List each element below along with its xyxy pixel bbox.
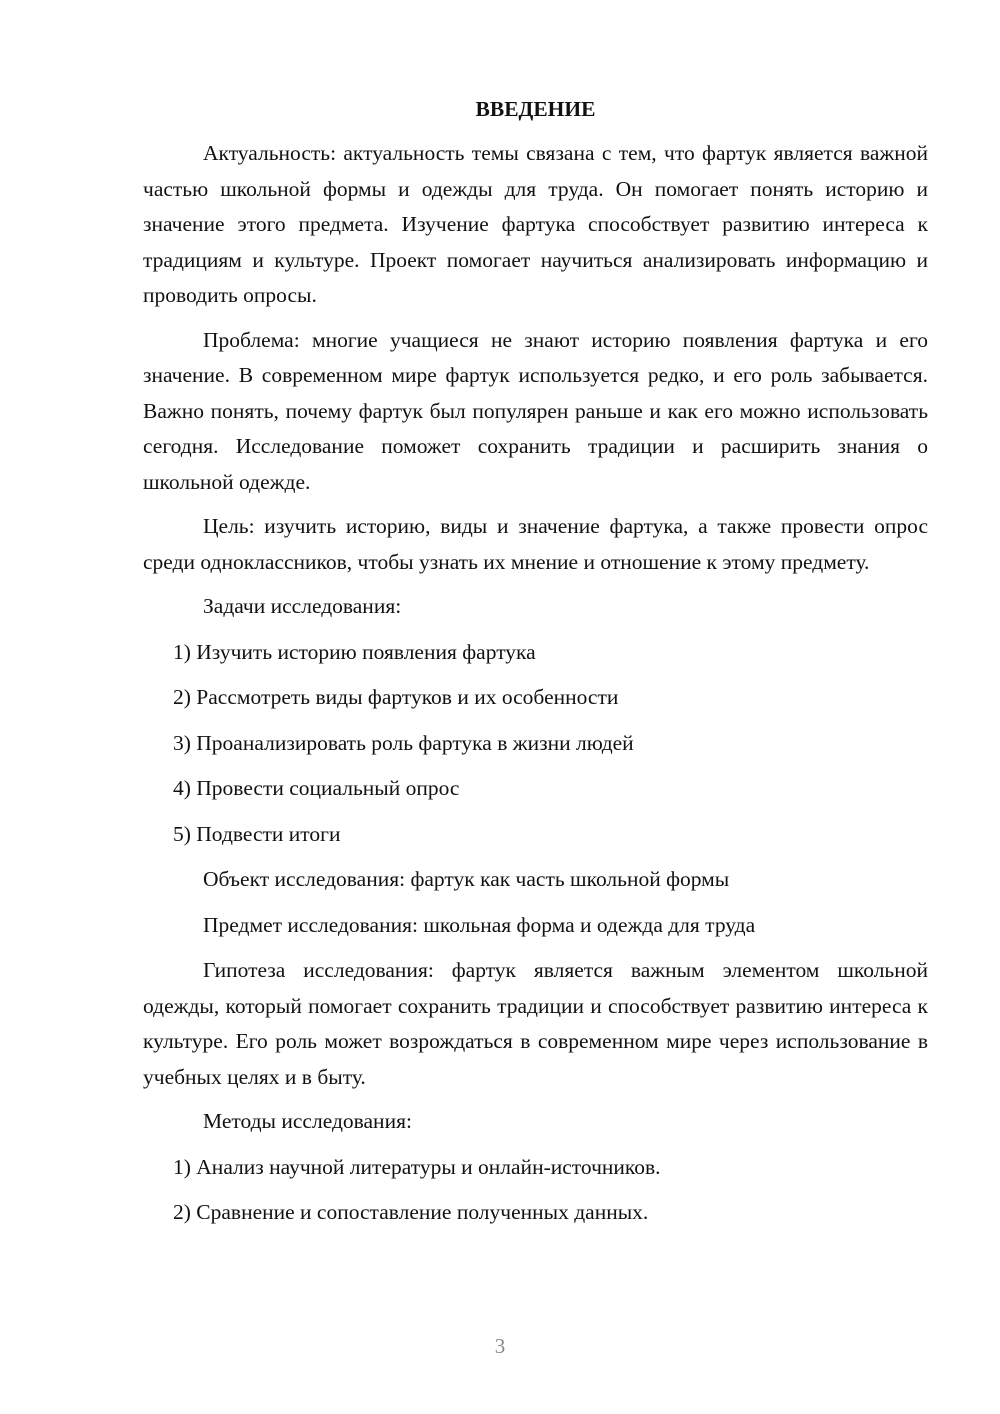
research-subject: Предмет исследования: школьная форма и одежда для труда: [203, 912, 756, 937]
list-item: 2) Рассмотреть виды фартуков и их особенности: [173, 685, 619, 709]
research-object: Объект исследования: фартук как часть школьной формы: [203, 867, 730, 891]
document-page: [143, 94, 928, 1241]
page-number: 3: [494, 1334, 506, 1358]
page-title: ВВЕДЕНИЕ: [475, 97, 596, 121]
list-item: 1) Изучить историю появления фартука: [173, 639, 536, 664]
list-item: 5) Подвести итоги: [173, 821, 341, 846]
tasks-list: [143, 635, 928, 853]
goal-paragraph: Цель: изучить историю, виды и значение фартука, а также провести опрос среди одноклассников, чтобы узнать их мнение и отношение к этому предмету.: [143, 514, 928, 574]
list-item: 2) Сравнение и сопоставление полученных данных.: [173, 1200, 649, 1224]
relevance-paragraph: Актуальность: актуальность темы связана с тем, что фартук является важной частью школьной формы и одежды для труда. Он помогает понять историю и значение этого предмета. Изучение фартука способствует развитию интереса к традициям и культуре. Проект помогает научиться анализировать информацию и проводить опросы.: [143, 141, 928, 307]
methods-list: [143, 1150, 928, 1231]
list-item: 3) Проанализировать роль фартука в жизни людей: [173, 730, 634, 755]
methods-heading: Методы исследования:: [203, 1109, 412, 1133]
tasks-heading: Задачи исследования:: [203, 594, 402, 618]
list-item: 1) Анализ научной литературы и онлайн-источников.: [173, 1154, 661, 1179]
problem-paragraph: Проблема: многие учащиеся не знают историю появления фартука и его значение. В современном мире фартук используется редко, и его роль забывается. Важно понять, почему фартук был популярен раньше и как его можно использовать сегодня. Исследование поможет сохранить традиции и расширить знания о школьной одежде.: [143, 327, 928, 494]
hypothesis-paragraph: Гипотеза исследования: фартук является важным элементом школьной одежды, который помогает сохранить традиции и способствует развитию интереса к культуре. Его роль может возрождаться в современном мире через использование в учебных целях и в быту.: [143, 958, 928, 1089]
list-item: 4) Провести социальный опрос: [173, 776, 460, 800]
